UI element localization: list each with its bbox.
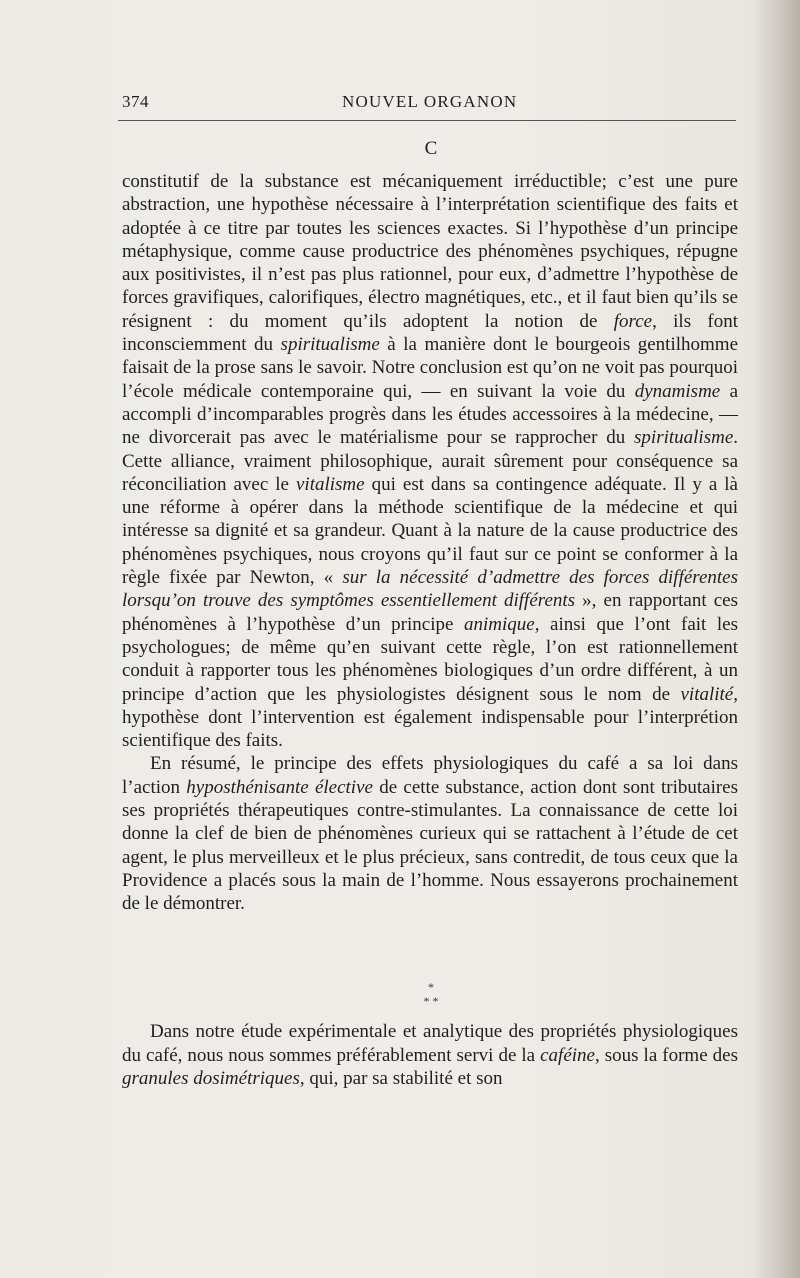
text-run: Dans notre étude expérimentale et analytique des propriétés physiologiques du café, nous nous sommes préférablement servi de la bbox=[122, 1021, 738, 1066]
asterism-top: * bbox=[428, 980, 434, 994]
asterism-bottom: * * bbox=[423, 994, 439, 1008]
italic-term: caféine bbox=[540, 1044, 595, 1066]
paragraph-1 bbox=[122, 170, 738, 752]
text-run: , sous la forme des bbox=[594, 1044, 738, 1066]
page-number: 374 bbox=[122, 92, 149, 111]
italic-term: dynamisme bbox=[634, 380, 721, 402]
text-run: constitutif de la substance est mécaniquement irréductible; c’est une pure abstraction, une hypothèse nécessaire à l’interprétation scientifique des faits et adoptée à ce titre par toutes les sciences exactes. Si l’hypothèse d’un principe métaphysique, comme cause productrice des phénomènes psychiques, répugne aux positivistes, il n’est pas plus rationnel, pour eux, d’admettre l’hypothèse de forces gravifiques, calorifiques, électro magnétiques, etc., et il faut bien qu’ils se résignent : du moment qu’ils adoptent la notion de bbox=[122, 171, 738, 332]
italic-quote: sur la nécessité d’admettre des forces différentes lorsqu’on trouve des symptômes essentiellement différents bbox=[122, 567, 739, 612]
italic-term: spiritualisme bbox=[280, 334, 380, 356]
paragraph-3 bbox=[122, 1020, 738, 1091]
text-run: , hypothèse dont l’intervention est également indispensable pour l’interprétion scientifique des faits. bbox=[122, 683, 738, 752]
text-run: a accompli d’incomparables progrès dans les études accessoires à la médecine, — ne divorcerait pas avec le matérialisme pour se rapprocher du bbox=[122, 380, 738, 449]
text-run: , qui, par sa stabilité et son bbox=[299, 1068, 503, 1089]
running-title: NOUVEL ORGANON bbox=[342, 92, 518, 111]
text-run: En résumé, le principe des effets physiologiques du café a sa loi dans l’action bbox=[122, 753, 738, 798]
text-run: à la manière dont le bourgeois gentilhomme faisait de la prose sans le savoir. Notre conclusion est qu’on ne voit pas pourquoi l’école médicale contemporaine qui, — en suivant la voie du bbox=[122, 334, 738, 402]
italic-term: vitalisme bbox=[295, 473, 365, 495]
italic-term: force bbox=[613, 310, 653, 332]
text-run: », en rapportant ces phénomènes à l’hypothèse d’un principe bbox=[122, 590, 738, 635]
text-run: , ils font inconsciemment du bbox=[122, 310, 738, 356]
text-run: . Cette alliance, vraiment philosophique, aurait sûrement pour conséquence sa réconciliation avec le bbox=[122, 427, 738, 495]
text-run: de cette substance, action dont sont tributaires ses propriétés thérapeutiques contre-stimulantes. La connaissance de cette loi donne la clef de bien de phénomènes curieux qui se rattachent à l’étude de cet agent, le plus merveilleux et le plus précieux, sans contredit, de tous ceux que la Providence a placés sous la main de l’homme. Nous essayerons prochainement de le démontrer. bbox=[122, 776, 739, 915]
main-text bbox=[122, 170, 738, 916]
italic-term: hyposthénisante élective bbox=[186, 776, 373, 798]
paragraph-2 bbox=[122, 752, 738, 915]
italic-term: vitalité bbox=[680, 683, 734, 705]
main-text-continued bbox=[122, 1020, 738, 1091]
text-run: qui est dans sa contingence adéquate. Il y a là une réforme à opérer dans la méthode scientifique de la médecine et qui intéresse sa dignité et sa grandeur. Quant à la nature de la cause productrice des phénomènes psychiques, nous croyons qu’il faut sur ce point se conformer à la règle fixée par Newton, « bbox=[122, 473, 738, 589]
header-rule bbox=[118, 120, 736, 121]
italic-term: spiritualisme bbox=[634, 427, 734, 449]
text-run: , ainsi que l’ont fait les psychologues; de même qu’en suivant cette règle, l’on est rationnellement conduit à rapporter tous les phénomènes biologiques d’un ordre différent, à un principe d’action que les physiologistes désignent sous le nom de bbox=[122, 613, 738, 705]
section-letter: C bbox=[424, 138, 438, 159]
italic-term: granules dosimétriques bbox=[122, 1068, 300, 1089]
running-header bbox=[122, 92, 736, 116]
asterism bbox=[0, 980, 800, 1008]
italic-term: animique bbox=[464, 613, 535, 635]
